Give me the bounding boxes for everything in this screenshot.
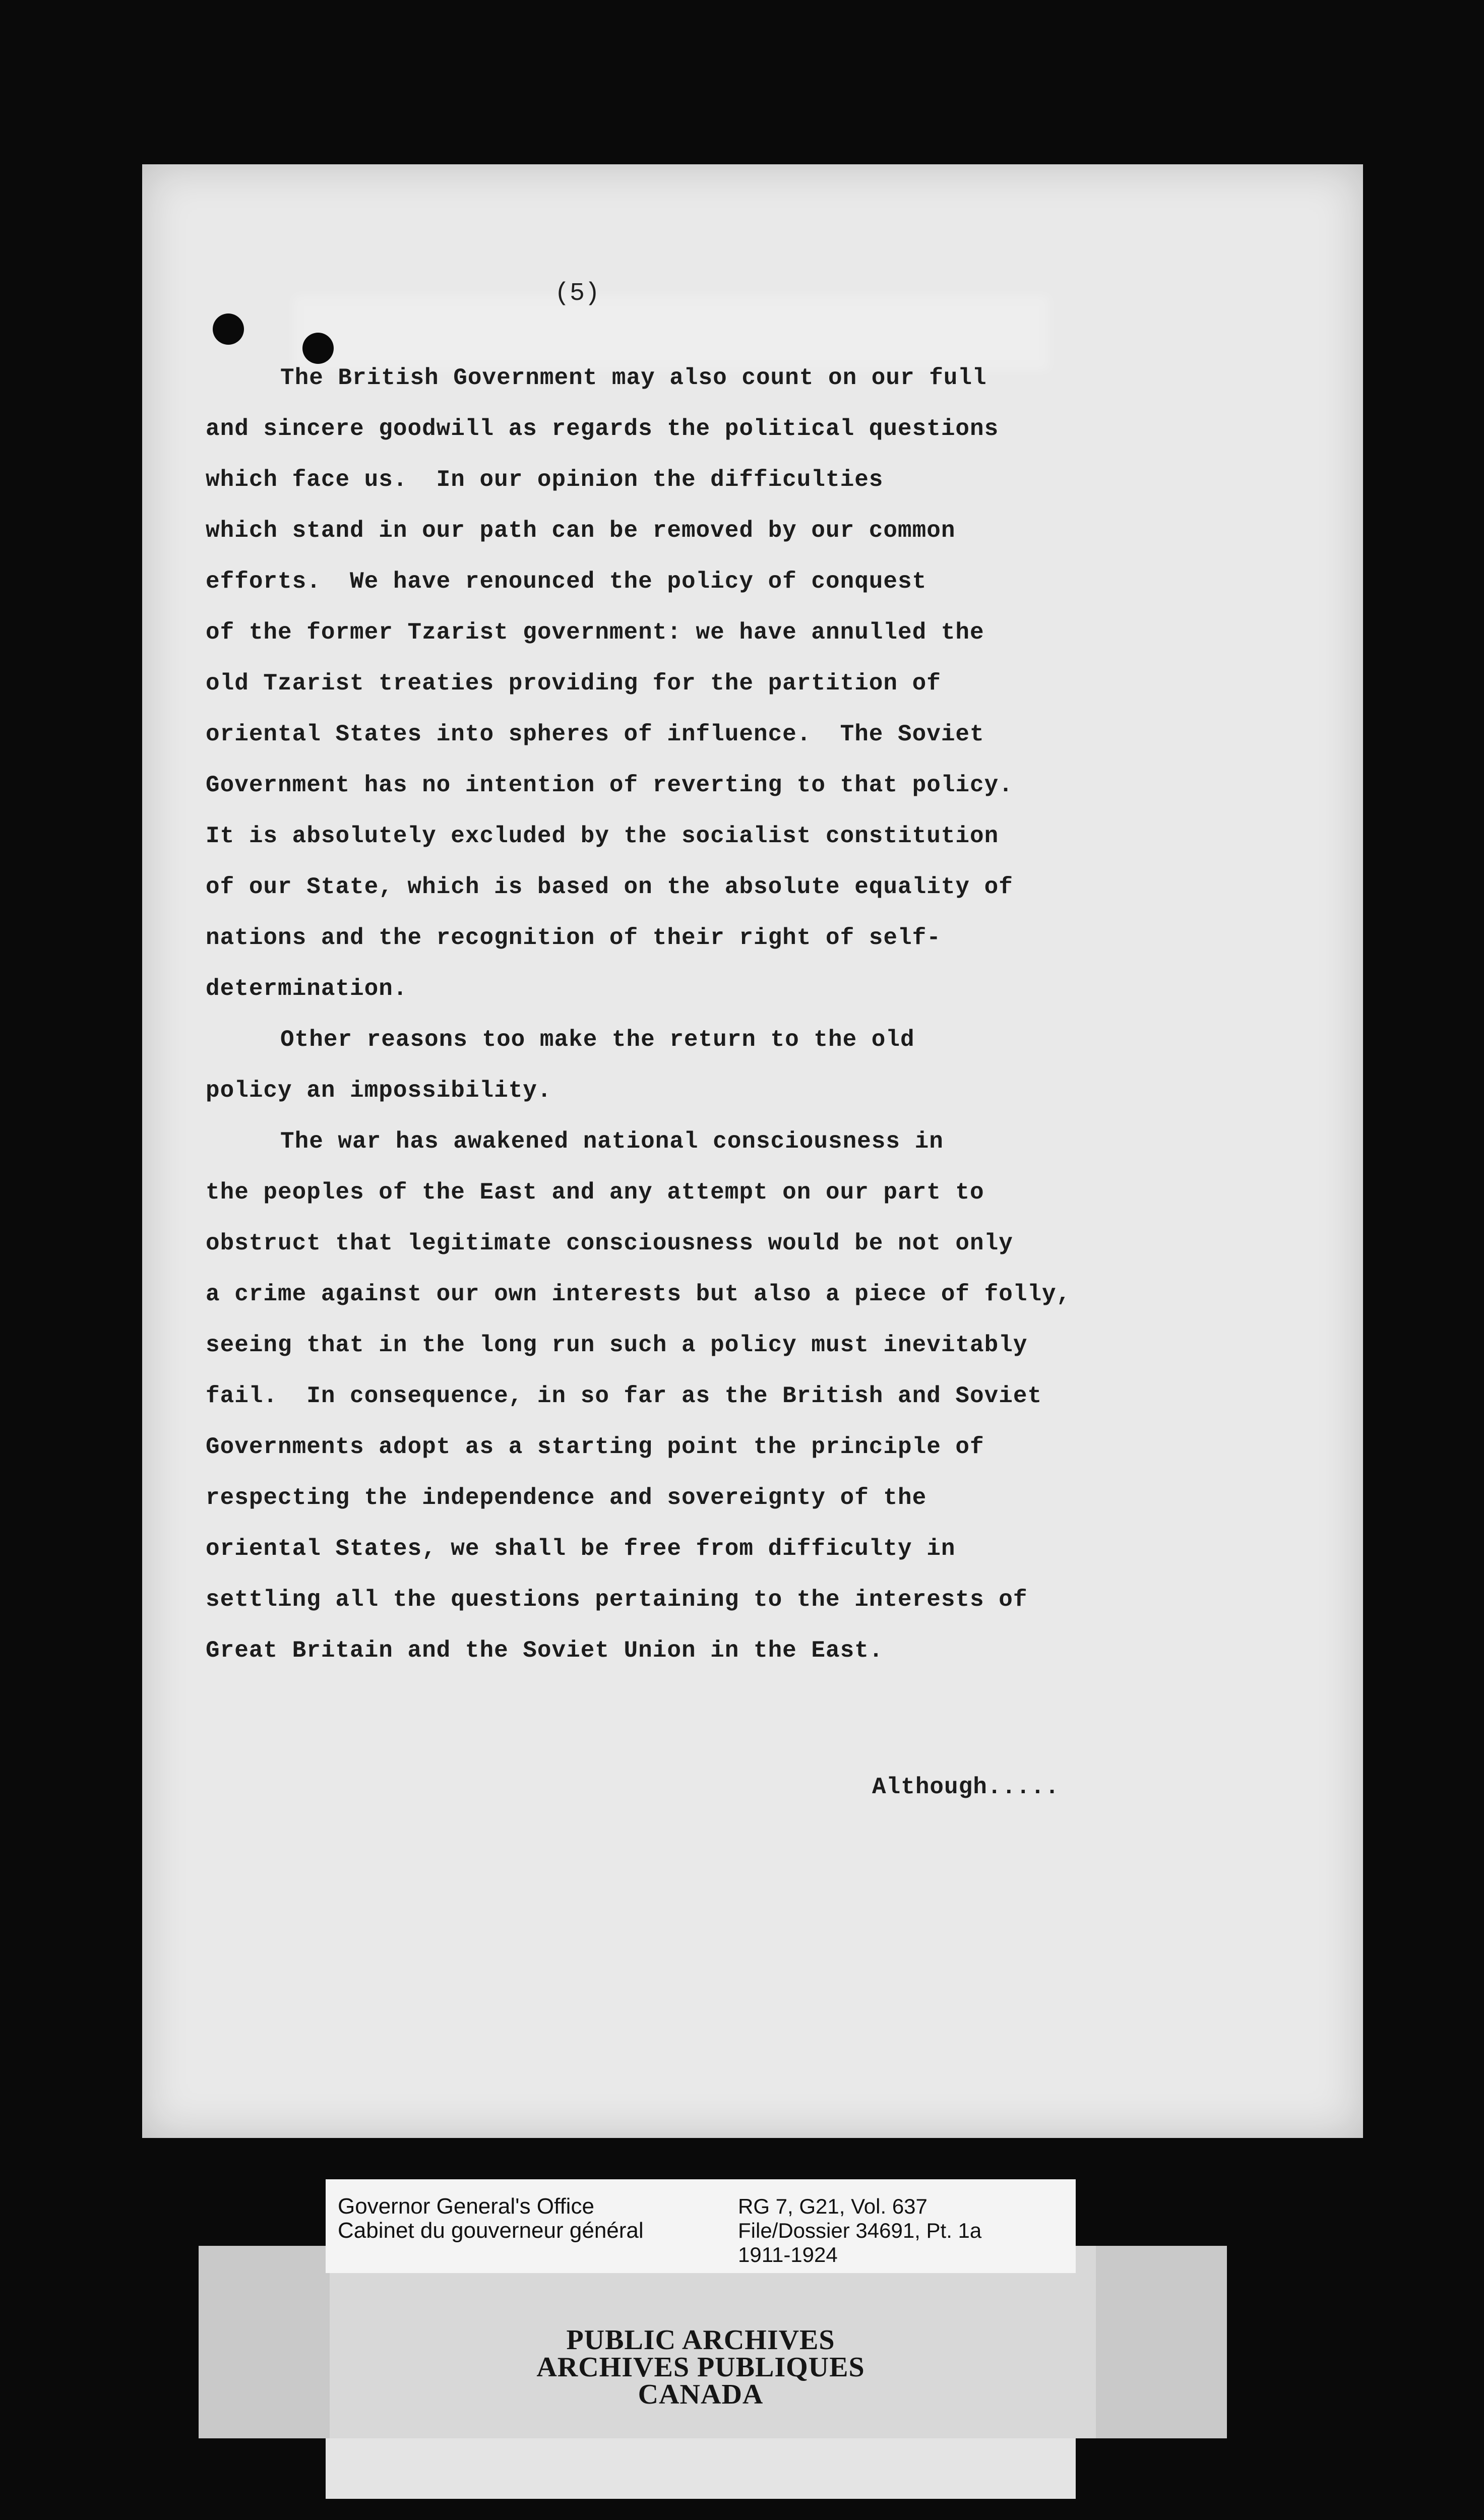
archive-file-number: File/Dossier 34691, Pt. 1a (738, 2219, 982, 2242)
text-line: Government has no intention of reverting to that policy. (206, 772, 1013, 798)
text-line: Great Britain and the Soviet Union in the East. (206, 1637, 884, 1664)
text-line: It is absolutely excluded by the socialist constitution (206, 823, 999, 849)
page-number: (5) (554, 279, 600, 308)
text-line: respecting the independence and sovereignty of the (206, 1485, 927, 1511)
punch-hole-left (213, 313, 244, 345)
text-line: obstruct that legitimate consciousness would be not only (206, 1230, 1013, 1256)
stamp-lower-strip (326, 2438, 1076, 2499)
text-line: seeing that in the long run such a policy must inevitably (206, 1332, 1028, 1358)
text-line: which face us. In our opinion the difficulties (206, 467, 884, 493)
stamp-line-en: PUBLIC ARCHIVES (566, 2324, 835, 2356)
text-line: which stand in our path can be removed by our common (206, 518, 956, 544)
text-line: of our State, which is based on the absolute equality of (206, 874, 1013, 900)
text-line: a crime against our own interests but also a piece of folly, (206, 1281, 1071, 1307)
text-line: the peoples of the East and any attempt on our part to (206, 1179, 984, 1206)
archive-office-name-fr: Cabinet du gouverneur général (338, 2218, 644, 2243)
text-line: settling all the questions pertaining to the interests of (206, 1587, 1028, 1613)
archive-office-name-en: Governor General's Office (338, 2194, 594, 2219)
text-line: The war has awakened national consciousness in (280, 1128, 944, 1155)
archive-record-group: RG 7, G21, Vol. 637 (738, 2194, 928, 2218)
stamp-line-country: CANADA (638, 2379, 764, 2410)
text-line: oriental States into spheres of influence. The Soviet (206, 721, 984, 747)
public-archives-stamp (326, 2326, 1076, 2408)
text-line: of the former Tzarist government: we have annulled the (206, 619, 984, 646)
text-line: Governments adopt as a starting point the principle of (206, 1434, 984, 1460)
stamp-line-fr: ARCHIVES PUBLIQUES (536, 2352, 865, 2383)
text-line: oriental States, we shall be free from difficulty in (206, 1536, 956, 1562)
text-line: determination. (206, 976, 408, 1002)
document-body (206, 353, 1173, 1676)
archive-date-range: 1911-1924 (738, 2243, 838, 2266)
continuation-word: Although..... (872, 1774, 1060, 1800)
text-line: policy an impossibility. (206, 1078, 552, 1104)
text-line: fail. In consequence, in so far as the British and Soviet (206, 1383, 1042, 1409)
text-line: and sincere goodwill as regards the political questions (206, 416, 999, 442)
text-line: The British Government may also count on our full (280, 365, 987, 391)
text-line: Other reasons too make the return to the old (280, 1027, 915, 1053)
text-line: nations and the recognition of their right of self- (206, 925, 941, 951)
archive-reference-number (738, 2194, 981, 2267)
archive-office-name (338, 2194, 644, 2243)
text-line: old Tzarist treaties providing for the partition of (206, 670, 941, 697)
archive-reference-label (326, 2179, 1076, 2273)
text-line: efforts. We have renounced the policy of conquest (206, 569, 927, 595)
